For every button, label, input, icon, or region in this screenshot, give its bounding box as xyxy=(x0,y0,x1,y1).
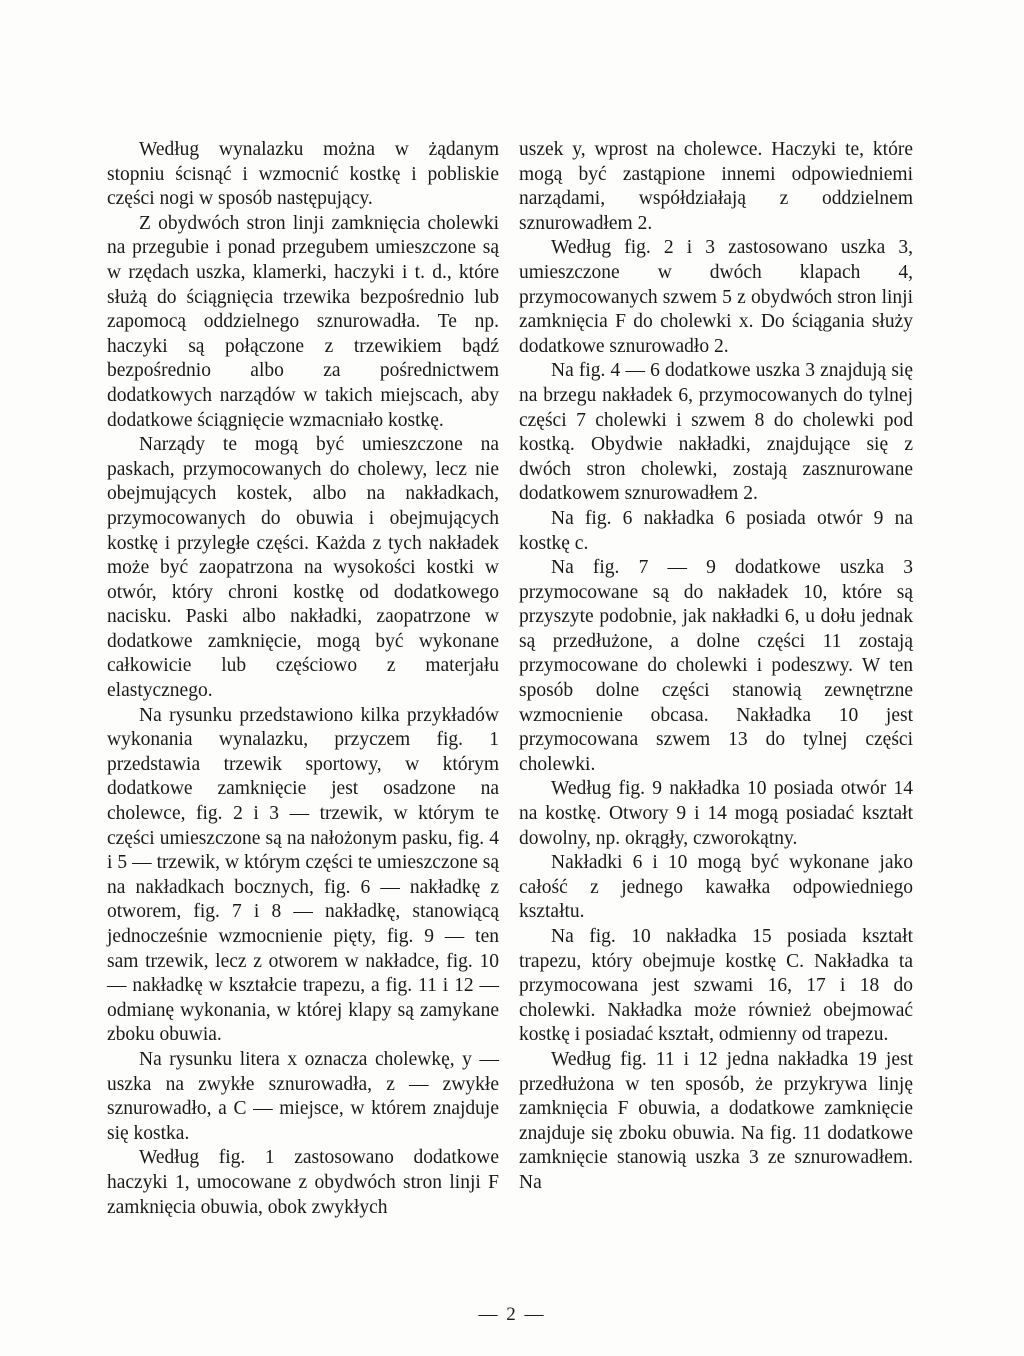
page-number: — 2 — xyxy=(478,1304,546,1325)
paragraph: Według fig. 2 i 3 zastosowano uszka 3, umieszczone w dwóch klapach 4, przymocowanych szwem 5 z obydwóch stron linji zamknięcia F do cholewki x. Do ściągania służy dodatkowe sznurowadło 2. xyxy=(519,237,913,357)
paragraph: Na fig. 6 nakładka 6 posiada otwór 9 na kostkę c. xyxy=(519,507,913,554)
paragraph: Według wynalazku można w żądanym stopniu ścisnąć i wzmocnić kostkę i pobliskie części nogi w sposób następujący. xyxy=(107,139,499,210)
paragraph: Na fig. 4 — 6 dodatkowe uszka 3 znajdują się na brzegu nakładek 6, przymocowanych do tylnej części 7 cholewki i szwem 8 do cholewki pod kostką. Obydwie nakładki, znajdujące się z dwóch stron cholewki, zostają zasznurowane dodatkowem sznurowadłem 2. xyxy=(519,360,913,505)
left-column xyxy=(107,138,499,1220)
paragraph: Na rysunku przedstawiono kilka przykładów wykonania wynalazku, przyczem fig. 1 przedstawia trzewik sportowy, w którym dodatkowe zamknięcie jest osadzone na cholewce, fig. 2 i 3 — trzewik, w którym te części umieszczone są na nałożonym pasku, fig. 4 i 5 — trzewik, w którym części te umieszczone są na nakładkach bocznych, fig. 6 — nakładkę z otworem, fig. 7 i 8 — nakładkę, stanowiącą jednocześnie wzmocnienie pięty, fig. 9 — ten sam trzewik, lecz z otworem w nakładce, fig. 10 — nakładkę w kształcie trapezu, a fig. 11 i 12 — odmianę wykonania, w której klapy są zamykane zboku obuwia. xyxy=(107,704,499,1046)
paragraph: Na fig. 10 nakładka 15 posiada kształt trapezu, który obejmuje kostkę C. Nakładka ta przymocowana jest szwami 16, 17 i 18 do cholewki. Nakładka może również obejmować kostkę i posiadać kształt, odmienny od trapezu. xyxy=(519,926,913,1046)
paragraph: Z obydwóch stron linji zamknięcia cholewki na przegubie i ponad przegubem umieszczone są w rzędach uszka, klamerki, haczyki i t. d., które służą do ściągnięcia trzewika bezpośrednio lub zapomocą oddzielnego sznurowadła. Te np. haczyki są połączone z trzewikiem bądź bezpośrednio albo za pośrednictwem dodatkowych narządów w takich miejscach, aby dodatkowe ściągnięcie wzmacniało kostkę. xyxy=(107,212,499,431)
right-column xyxy=(519,138,913,1196)
paragraph: Według fig. 11 i 12 jedna nakładka 19 jest przedłużona w ten sposób, że przykrywa linję zamknięcia F obuwia, a dodatkowe zamknięcie znajduje się zboku obuwia. Na fig. 11 dodatkowe zamknięcie stanowią uszka 3 ze sznurowadłem. Na xyxy=(519,1048,913,1193)
paragraph: Na fig. 7 — 9 dodatkowe uszka 3 przymocowane są do nakładek 10, które są przyszyte podobnie, jak nakładki 6, u dołu jednak są przedłużone, a dolne części 11 zostają przymocowane do cholewki i podeszwy. W ten sposób dolne części stanowią zewnętrzne wzmocnienie obcasa. Nakładka 10 jest przymocowana szwem 13 do tylnej części cholewki. xyxy=(519,557,913,775)
paragraph: Według fig. 9 nakładka 10 posiada otwór 14 na kostkę. Otwory 9 i 14 mogą posiadać kształt dowolny, np. okrągły, czworokątny. xyxy=(519,778,913,849)
paragraph: Narządy te mogą być umieszczone na paskach, przymocowanych do cholewy, lecz nie obejmujących kostek, albo na nakładkach, przymocowanych do obuwia i obejmujących kostkę i przyległe części. Każda z tych nakładek może być zaopatrzona na wysokości kostki w otwór, który chroni kostkę od dodatkowego nacisku. Paski albo nakładki, zaopatrzone w dodatkowe zamknięcie, mogą być wykonane całkowicie lub częściowo z materjału elastycznego. xyxy=(107,434,499,702)
paragraph: Według fig. 1 zastosowano dodatkowe haczyki 1, umocowane z obydwóch stron linji F zamknięcia obuwia, obok zwykłych xyxy=(107,1147,499,1218)
paragraph-continued: uszek y, wprost na cholewce. Haczyki te, które mogą być zastąpione innemi odpowiedniemi narządami, współdziałają z oddzielnem sznurowadłem 2. xyxy=(519,139,913,234)
paragraph: Na rysunku litera x oznacza cholewkę, y — uszka na zwykłe sznurowadła, z — zwykłe sznurowadło, a C — miejsce, w którem znajduje się kostka. xyxy=(107,1048,499,1144)
paragraph: Nakładki 6 i 10 mogą być wykonane jako całość z jednego kawałka odpowiedniego kształtu. xyxy=(519,852,913,923)
